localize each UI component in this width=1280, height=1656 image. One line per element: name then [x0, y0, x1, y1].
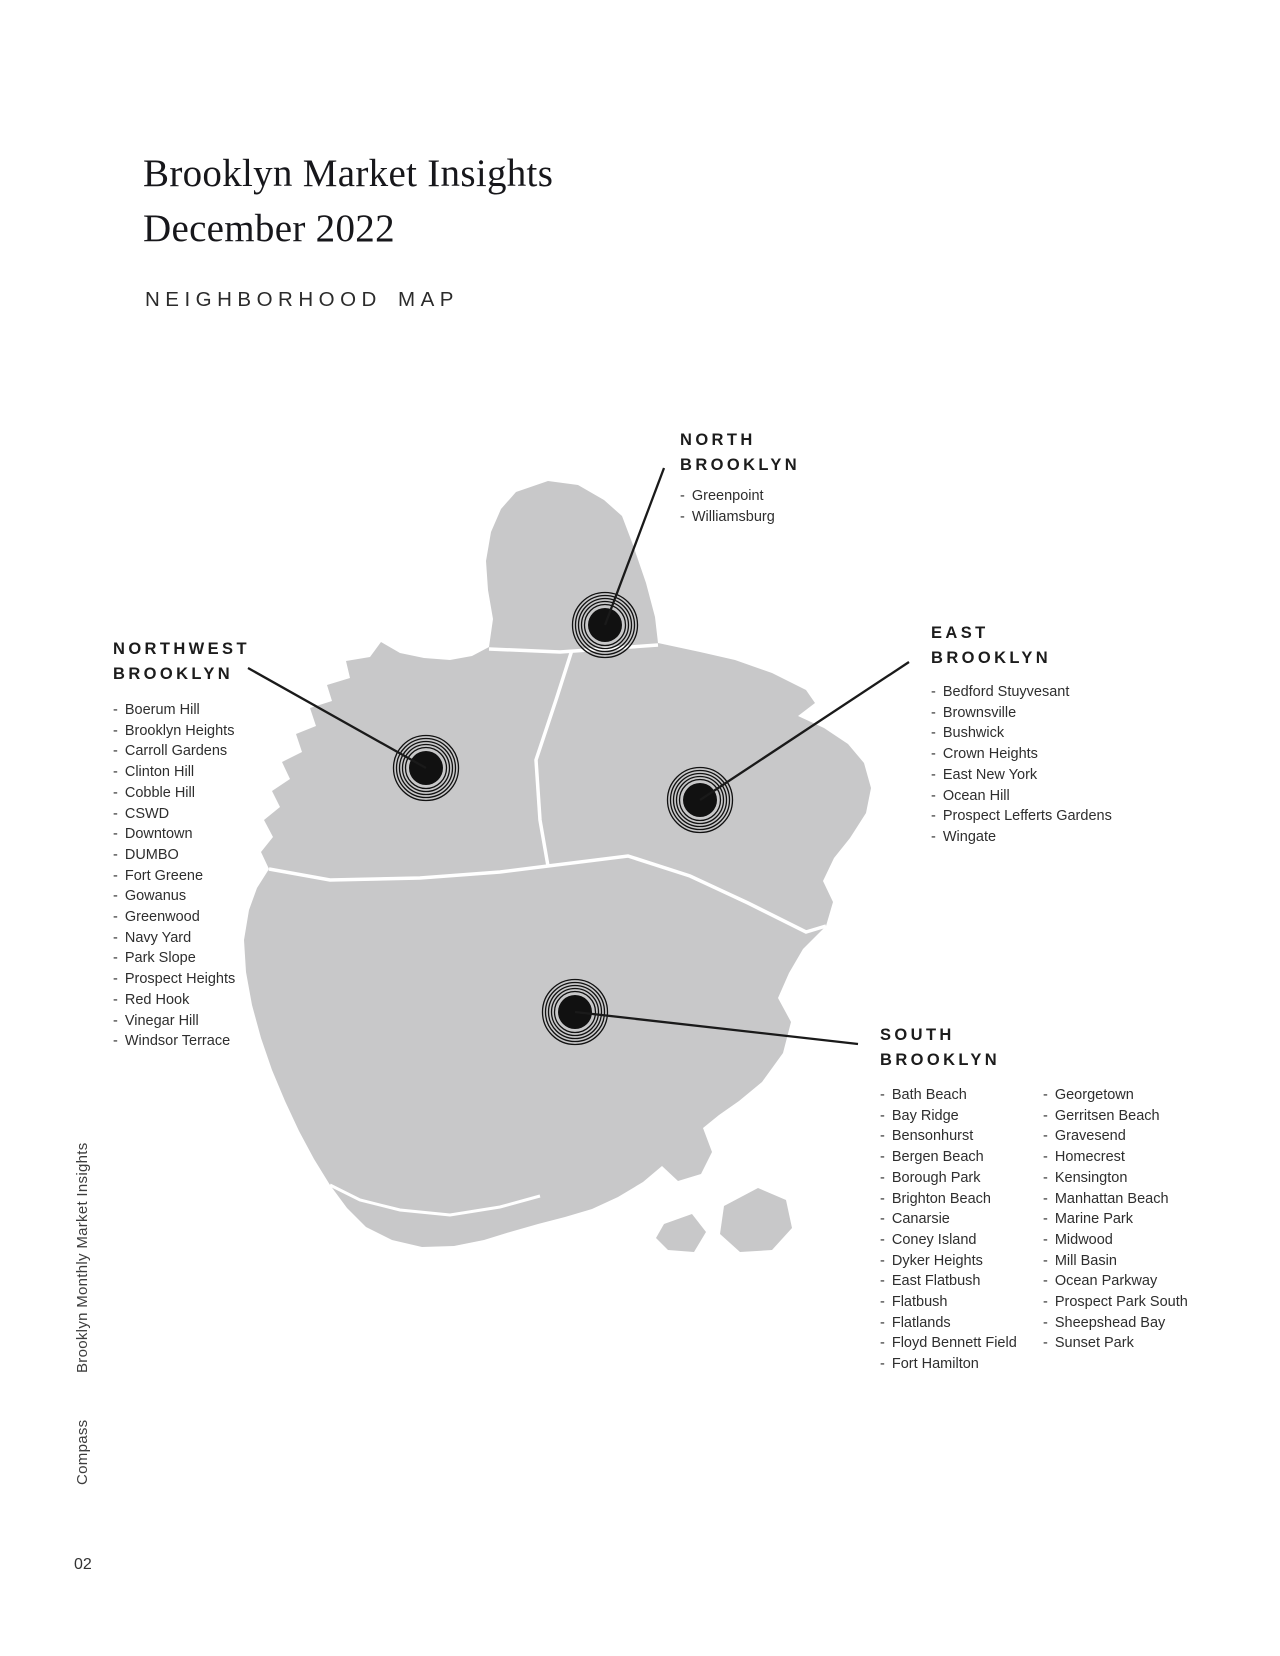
neighborhood-item — [1043, 1209, 1188, 1230]
neighborhood-name: Homecrest — [1054, 1149, 1125, 1166]
neighborhood-name: Bedford Stuyvesant — [942, 684, 1070, 700]
neighborhood-name: Downtown — [124, 826, 193, 843]
neighborhood-name: Sheepshead Bay — [1054, 1314, 1166, 1331]
neighborhood-name: Williamsburg — [691, 508, 775, 525]
neighborhood-name: Flatlands — [891, 1314, 951, 1331]
neighborhood-item — [113, 1031, 235, 1052]
neighborhood-item — [1043, 1189, 1188, 1210]
list-dash: - — [931, 725, 936, 742]
region-label-east-line2: BROOKLYN — [931, 648, 1052, 667]
neighborhood-name: Bushwick — [942, 725, 1005, 742]
neighborhood-name: Gravesend — [1054, 1128, 1126, 1145]
neighborhood-name: Navy Yard — [124, 929, 192, 946]
neighborhood-item — [880, 1251, 1043, 1272]
region-label-northwest-line2: BROOKLYN — [113, 664, 234, 683]
list-dash: - — [1043, 1335, 1048, 1352]
neighborhood-item — [880, 1313, 1043, 1334]
neighborhood-name: Red Hook — [124, 991, 190, 1008]
list-dash: - — [680, 488, 685, 504]
neighborhood-item — [113, 928, 235, 949]
neighborhood-item — [931, 744, 1112, 765]
neighborhood-name: Bensonhurst — [891, 1128, 974, 1145]
list-dash: - — [113, 929, 118, 946]
list-dash: - — [113, 805, 118, 822]
neighborhood-name: Georgetown — [1054, 1087, 1134, 1103]
list-dash: - — [113, 743, 118, 760]
region-label-south — [880, 1023, 1000, 1072]
neighborhood-name: Clinton Hill — [124, 764, 195, 781]
neighborhood-item — [113, 804, 235, 825]
neighborhood-name: Park Slope — [124, 950, 196, 967]
neighborhood-item — [931, 682, 1112, 703]
list-dash: - — [880, 1169, 885, 1186]
neighborhood-name: Prospect Heights — [124, 971, 236, 988]
neighborhood-item — [113, 721, 235, 742]
neighborhood-name: Flatbush — [891, 1294, 948, 1311]
list-dash: - — [113, 888, 118, 905]
page-title-line2: December 2022 — [143, 207, 395, 250]
list-dash: - — [880, 1128, 885, 1145]
neighborhood-item — [1043, 1106, 1188, 1127]
neighborhood-name: Mill Basin — [1054, 1252, 1117, 1269]
neighborhood-item — [880, 1230, 1043, 1251]
neighborhood-item — [1043, 1251, 1188, 1272]
neighborhood-name: Bath Beach — [891, 1087, 967, 1103]
neighborhood-name: Brownsville — [942, 704, 1017, 721]
region-label-north-line1: NORTH — [680, 431, 756, 449]
neighborhood-item — [113, 907, 235, 928]
neighborhood-name: Borough Park — [891, 1169, 981, 1186]
sidebar-brand-name: Compass — [74, 1419, 91, 1485]
list-dash: - — [113, 702, 118, 718]
neighborhood-item — [880, 1333, 1043, 1354]
neighborhood-item — [880, 1106, 1043, 1127]
region-label-northwest-line1: NORTHWEST — [113, 640, 250, 658]
neighborhood-name: Coney Island — [891, 1231, 977, 1248]
neighborhood-item — [113, 783, 235, 804]
neighborhood-item — [113, 845, 235, 866]
list-dash: - — [880, 1252, 885, 1269]
neighborhood-name: Fort Greene — [124, 867, 204, 884]
neighborhood-item — [880, 1168, 1043, 1189]
list-dash: - — [113, 950, 118, 967]
neighborhood-item — [1043, 1292, 1188, 1313]
region-label-northwest — [113, 637, 250, 686]
list-dash: - — [1043, 1190, 1048, 1207]
neighborhood-item — [1043, 1085, 1188, 1106]
list-dash: - — [880, 1231, 885, 1248]
list-dash: - — [113, 971, 118, 988]
neighborhood-item — [931, 827, 1112, 848]
neighborhood-item — [880, 1354, 1043, 1375]
list-dash: - — [113, 764, 118, 781]
neighborhood-name: Manhattan Beach — [1054, 1190, 1169, 1207]
neighborhood-item — [680, 507, 775, 528]
neighborhood-item — [113, 1011, 235, 1032]
neighborhood-item — [113, 700, 235, 721]
list-dash: - — [931, 684, 936, 700]
neighborhood-item — [113, 824, 235, 845]
list-dash: - — [931, 746, 936, 763]
list-dash: - — [931, 808, 936, 825]
neighborhood-name: Prospect Park South — [1054, 1294, 1188, 1311]
neighborhood-name: Greenwood — [124, 909, 200, 926]
neighborhood-item — [931, 723, 1112, 744]
list-dash: - — [931, 787, 936, 804]
neighborhood-name: Cobble Hill — [124, 784, 195, 801]
region-label-north-line2: BROOKLYN — [680, 455, 801, 474]
list-dash: - — [113, 826, 118, 843]
neighborhood-name: Brighton Beach — [891, 1190, 991, 1207]
neighborhood-item — [931, 765, 1112, 786]
neighborhood-name: Vinegar Hill — [124, 1012, 199, 1029]
neighborhood-item — [113, 762, 235, 783]
neighborhood-name: Midwood — [1054, 1231, 1113, 1248]
neighborhood-name: DUMBO — [124, 846, 179, 863]
neighborhood-name: Fort Hamilton — [891, 1356, 979, 1373]
neighborhood-item — [880, 1189, 1043, 1210]
neighborhood-item — [1043, 1271, 1188, 1292]
list-dash: - — [113, 1033, 118, 1050]
list-dash: - — [880, 1211, 885, 1228]
list-dash: - — [113, 867, 118, 884]
neighborhood-item — [113, 866, 235, 887]
neighborhood-name: CSWD — [124, 805, 170, 822]
neighborhood-item — [113, 741, 235, 762]
neighborhood-name: Greenpoint — [691, 488, 764, 504]
neighborhood-name: Kensington — [1054, 1169, 1128, 1186]
neighborhood-item — [680, 486, 775, 507]
page-title — [143, 146, 553, 256]
list-dash: - — [1043, 1087, 1048, 1103]
neighborhood-item — [931, 786, 1112, 807]
region-label-east-line1: EAST — [931, 624, 989, 642]
region-list-south-col1 — [880, 1085, 1043, 1375]
region-list-north — [680, 486, 775, 527]
neighborhood-item — [1043, 1147, 1188, 1168]
sidebar-report-name: Brooklyn Monthly Market Insights — [74, 1142, 91, 1373]
neighborhood-item — [880, 1271, 1043, 1292]
neighborhood-item — [113, 990, 235, 1011]
list-dash: - — [1043, 1107, 1048, 1124]
list-dash: - — [113, 784, 118, 801]
neighborhood-item — [880, 1292, 1043, 1313]
neighborhood-name: Boerum Hill — [124, 702, 200, 718]
neighborhood-name: East Flatbush — [891, 1273, 981, 1290]
list-dash: - — [113, 846, 118, 863]
page-number: 02 — [74, 1556, 92, 1573]
neighborhood-name: Gowanus — [124, 888, 187, 905]
region-label-south-line1: SOUTH — [880, 1026, 955, 1044]
neighborhood-name: Floyd Bennett Field — [891, 1335, 1017, 1352]
detached-island-shape — [656, 1214, 706, 1252]
list-dash: - — [1043, 1231, 1048, 1248]
neighborhood-item — [113, 886, 235, 907]
neighborhood-name: Canarsie — [891, 1211, 950, 1228]
neighborhood-name: Dyker Heights — [891, 1252, 983, 1269]
neighborhood-name: Prospect Lefferts Gardens — [942, 808, 1112, 825]
list-dash: - — [113, 991, 118, 1008]
region-list-northwest — [113, 700, 235, 1052]
list-dash: - — [880, 1107, 885, 1124]
list-dash: - — [1043, 1169, 1048, 1186]
neighborhood-name: Ocean Hill — [942, 787, 1010, 804]
neighborhood-item — [880, 1209, 1043, 1230]
list-dash: - — [1043, 1273, 1048, 1290]
list-dash: - — [880, 1314, 885, 1331]
region-list-east — [931, 682, 1112, 848]
neighborhood-item — [1043, 1126, 1188, 1147]
neighborhood-item — [1043, 1168, 1188, 1189]
page-title-line1: Brooklyn Market Insights — [143, 152, 554, 195]
list-dash: - — [680, 508, 685, 525]
neighborhood-name: Wingate — [942, 828, 997, 845]
neighborhood-name: Sunset Park — [1054, 1335, 1134, 1352]
list-dash: - — [1043, 1314, 1048, 1331]
list-dash: - — [880, 1335, 885, 1352]
region-list-south-col2 — [1043, 1085, 1188, 1375]
neighborhood-name: Bay Ridge — [891, 1107, 959, 1124]
neighborhood-item — [1043, 1333, 1188, 1354]
neighborhood-item — [113, 969, 235, 990]
list-dash: - — [880, 1273, 885, 1290]
neighborhood-name: East New York — [942, 766, 1038, 783]
list-dash: - — [880, 1356, 885, 1373]
list-dash: - — [880, 1294, 885, 1311]
region-label-south-line2: BROOKLYN — [880, 1050, 1001, 1069]
list-dash: - — [880, 1190, 885, 1207]
region-list-south — [880, 1085, 1188, 1375]
list-dash: - — [1043, 1128, 1048, 1145]
detached-island-shape — [720, 1188, 792, 1252]
list-dash: - — [880, 1087, 885, 1103]
region-label-north — [680, 428, 800, 477]
neighborhood-item — [113, 948, 235, 969]
neighborhood-item — [931, 703, 1112, 724]
neighborhood-name: Ocean Parkway — [1054, 1273, 1158, 1290]
list-dash: - — [113, 909, 118, 926]
neighborhood-item — [1043, 1313, 1188, 1334]
neighborhood-item — [1043, 1230, 1188, 1251]
neighborhood-item — [880, 1085, 1043, 1106]
neighborhood-item — [880, 1126, 1043, 1147]
list-dash: - — [931, 828, 936, 845]
region-label-east — [931, 621, 1051, 670]
list-dash: - — [931, 766, 936, 783]
neighborhood-name: Bergen Beach — [891, 1149, 984, 1166]
neighborhood-name: Carroll Gardens — [124, 743, 228, 760]
list-dash: - — [113, 1012, 118, 1029]
neighborhood-name: Gerritsen Beach — [1054, 1107, 1160, 1124]
neighborhood-name: Windsor Terrace — [124, 1033, 231, 1050]
neighborhood-item — [880, 1147, 1043, 1168]
list-dash: - — [931, 704, 936, 721]
neighborhood-name: Marine Park — [1054, 1211, 1134, 1228]
list-dash: - — [880, 1149, 885, 1166]
list-dash: - — [1043, 1294, 1048, 1311]
list-dash: - — [1043, 1211, 1048, 1228]
neighborhood-item — [931, 806, 1112, 827]
list-dash: - — [1043, 1149, 1048, 1166]
list-dash: - — [1043, 1252, 1048, 1269]
neighborhood-name: Brooklyn Heights — [124, 722, 235, 739]
list-dash: - — [113, 722, 118, 739]
section-title: NEIGHBORHOOD MAP — [145, 288, 459, 311]
neighborhood-name: Crown Heights — [942, 746, 1038, 763]
